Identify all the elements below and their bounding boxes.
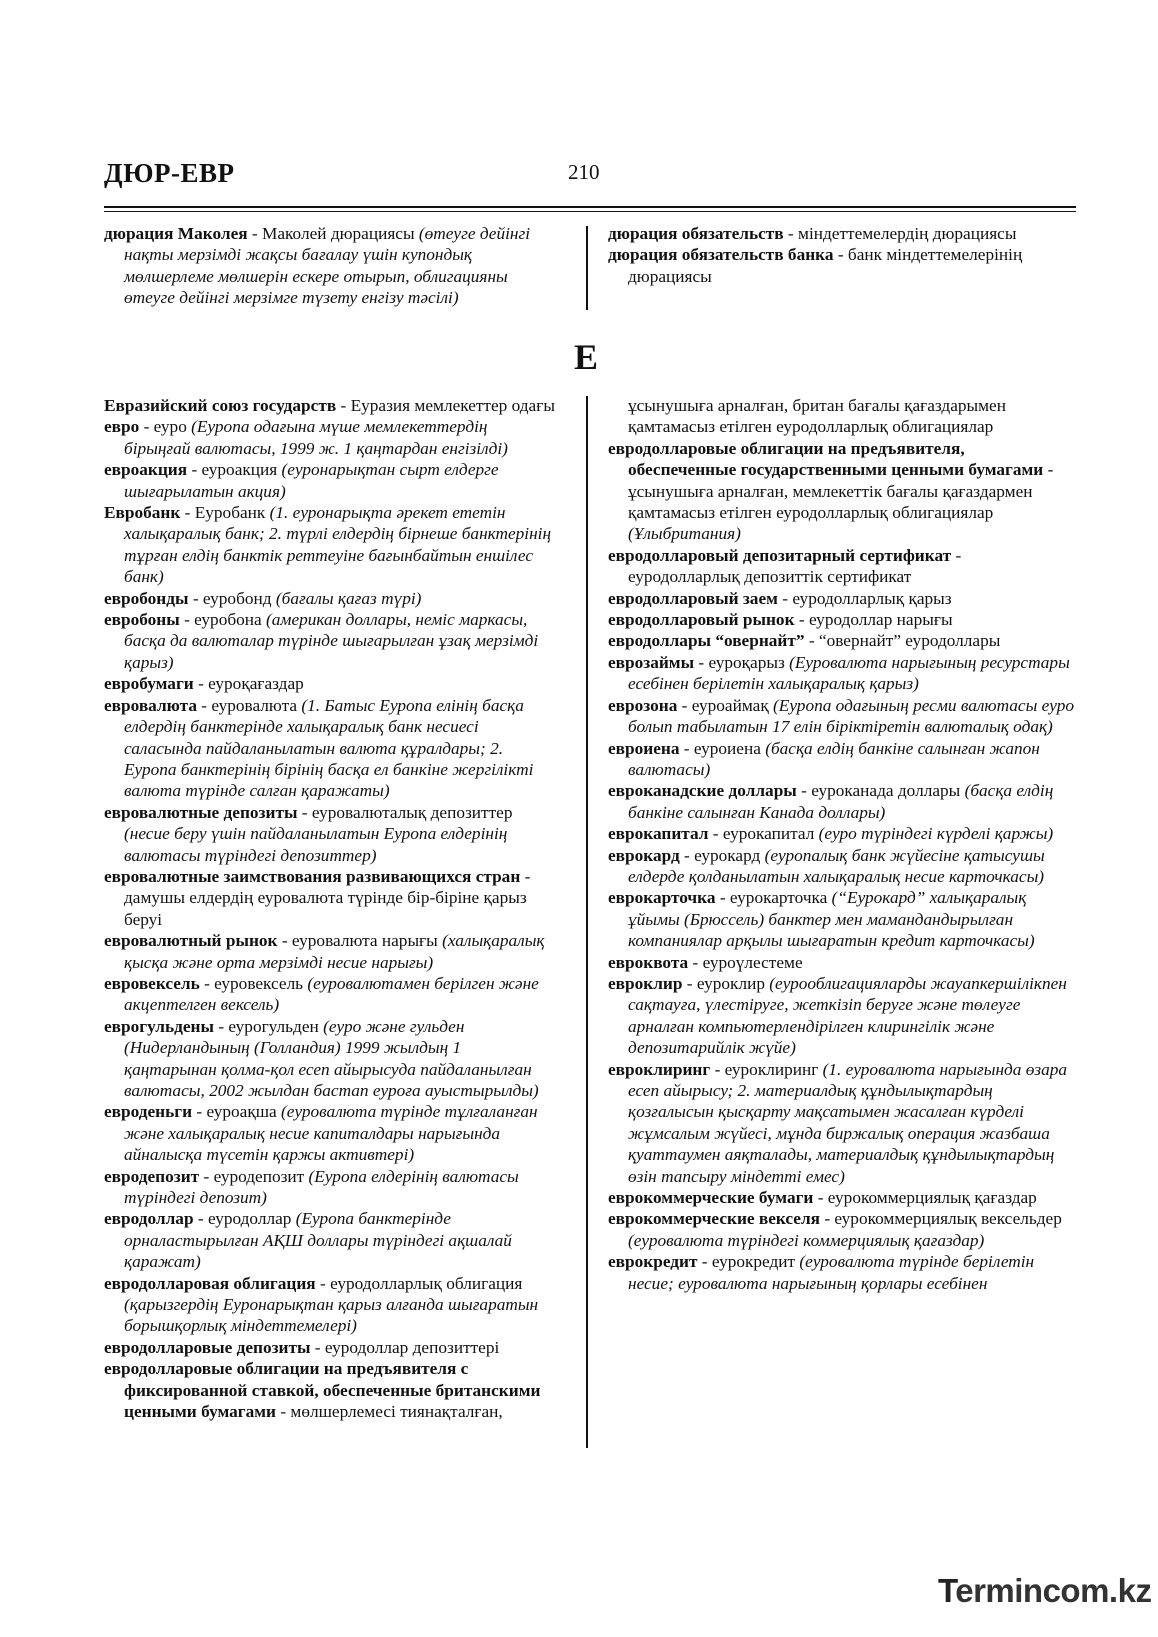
entry-note: (несие беру үшін пайдаланылатын Еуропа елдерінің валютасы түріндегі депозиттер) xyxy=(124,824,508,865)
entry-separator: - xyxy=(794,610,809,630)
header-rule-thin xyxy=(104,211,1076,212)
entry-translation: Еуразия мемлекеттер одағы xyxy=(350,396,555,415)
entry-separator: - xyxy=(196,695,212,715)
entry-term: евродолларовая облигация xyxy=(104,1273,316,1293)
entry-term: евродоллары “овернайт” xyxy=(608,631,805,651)
dictionary-entry xyxy=(608,845,1076,888)
entry-translation: еуродоллар депозиттері xyxy=(324,1337,500,1357)
left-column xyxy=(104,395,556,1423)
entry-term: евровалюта xyxy=(104,695,197,715)
top-right-column xyxy=(608,223,1058,287)
entry-separator: - xyxy=(139,417,154,437)
dictionary-entry xyxy=(104,609,556,673)
dictionary-entry xyxy=(104,802,556,866)
dictionary-entry xyxy=(104,1358,556,1422)
dictionary-entry xyxy=(104,502,556,588)
dictionary-entry xyxy=(104,695,556,802)
entry-term: еврокоммерческие бумаги xyxy=(608,1188,814,1208)
entry-term: евродолларовые облигации на предъявителя с фиксированной ставкой, обеспеченные британскими ценными бумагами xyxy=(104,1359,541,1422)
entry-translation: еурокредит xyxy=(711,1252,800,1272)
entry-translation: еурокапитал xyxy=(722,824,819,844)
entry-separator: - xyxy=(710,1059,725,1079)
entry-term: евроклиринг xyxy=(608,1059,711,1079)
entry-translation: еуроклир xyxy=(696,973,770,993)
entry-translation: еуроиена xyxy=(693,738,766,758)
dictionary-entry xyxy=(608,395,1076,438)
entry-translation: еуровалюталық депозиттер xyxy=(311,802,513,822)
dictionary-entry xyxy=(608,695,1076,738)
dictionary-entry xyxy=(104,395,556,416)
entry-term: евродолларовые депозиты xyxy=(104,1337,311,1357)
entry-note: (1. еуронарықта әрекет ететін халықаралық банк; 2. түрлі елдердің бірнеше банктерінің тұрған елдің банктік реттеуіне бағынбайтын еншілес банк) xyxy=(124,503,552,587)
entry-term: Евразийский союз государств xyxy=(104,396,337,415)
entry-separator: - xyxy=(777,588,793,608)
entry-term: евробонды xyxy=(104,588,189,608)
entry-translation: еуробонд xyxy=(202,588,276,608)
logo-text: ermincom.kz xyxy=(955,1572,1152,1609)
entry-separator: - xyxy=(708,824,723,844)
dictionary-entry xyxy=(104,1337,556,1358)
entry-separator: - xyxy=(297,802,312,822)
dictionary-entry xyxy=(608,1187,1076,1208)
entry-note: (“Еурокард” халықаралық ұйымы (Брюссель) банктер мен мамандандырылған компаниялар арқылы шығаратын кредит карточкасы) xyxy=(628,888,1035,951)
entry-note: (қарызгердің Еуронарықтан қарыз алғанда шығаратын борышқорлық міндеттемелері) xyxy=(124,1295,539,1336)
entry-separator: - xyxy=(833,245,848,265)
entry-translation: еуроаймақ xyxy=(691,695,774,715)
dictionary-entry xyxy=(608,780,1076,823)
entry-separator: - xyxy=(247,224,262,243)
entry-translation: міндеттемелердің дюрациясы xyxy=(798,224,1017,243)
entry-translation: еуродолларлық депозиттік сертификат xyxy=(628,567,912,587)
dictionary-entry xyxy=(104,973,556,1016)
dictionary-entry xyxy=(608,1059,1076,1187)
entry-translation: еуроақша xyxy=(206,1102,282,1122)
entry-separator: - xyxy=(199,1166,214,1186)
entry-term: евробоны xyxy=(104,610,180,630)
entry-term: евро xyxy=(104,417,140,437)
entry-separator: - xyxy=(310,1337,325,1357)
entry-separator: - xyxy=(188,588,203,608)
entry-separator: - xyxy=(679,845,695,865)
entry-translation: ұсынушыға арналған, британ бағалы қағаздарымен қамтамасыз етілген еуродолларлық облигациялар xyxy=(628,396,1006,437)
entry-term: дюрация обязательств банка xyxy=(608,245,834,265)
entry-term: евроакция xyxy=(104,460,188,480)
entry-separator: - xyxy=(1043,460,1054,480)
dictionary-entry xyxy=(608,244,1058,287)
entry-term: евробумаги xyxy=(104,674,194,694)
entry-separator: - xyxy=(783,224,799,243)
entry-note: (еуро және гульден (Нидерландының (Голландия) 1999 жылдың 1 қаңтарынан қолма-қол есеп айырысуда пайдаланылған валютасы, 2002 жылдан бастап еуроға ауыстырылды) xyxy=(124,1016,539,1100)
entry-note: (Ұлыбритания) xyxy=(628,524,741,544)
entry-translation: “овернайт” еуродоллары xyxy=(818,631,1001,651)
dictionary-entry xyxy=(608,630,1076,651)
page-number: 210 xyxy=(568,160,600,184)
right-column xyxy=(608,395,1076,1294)
entry-note: (американ доллары, неміс маркасы, басқа да валюталар түрінде шығарылған ұзақ мерзімді қарыз) xyxy=(124,610,539,672)
entry-separator: - xyxy=(520,866,531,886)
column-divider xyxy=(586,396,588,1448)
entry-note: (басқа елдің банкіне салынған Канада доллары) xyxy=(628,781,1054,822)
entry-translation: еуроканада доллары xyxy=(811,781,965,801)
entry-term: еврокапитал xyxy=(608,824,709,844)
top-left-column xyxy=(104,223,556,309)
entry-translation: Маколей дюрациясы xyxy=(262,224,419,243)
entry-term: евроклир xyxy=(608,973,683,993)
entry-translation: еуробона xyxy=(194,610,267,630)
entry-separator: - xyxy=(199,973,215,993)
dictionary-entry xyxy=(608,738,1076,781)
entry-note: (бағалы қағаз түрі) xyxy=(275,588,422,608)
entry-note: (басқа елдің банкіне салынған жапон валютасы) xyxy=(628,738,1040,779)
entry-note: (еуровалюта түрінде берілетін несие; еуровалюта нарығының қорлары есебінен xyxy=(628,1252,1035,1293)
entry-note: (еуровалюта түрінде тұлғаланған және халықаралық несие капиталдары нарығында айналысқа түсетін қаржы активтері) xyxy=(124,1102,538,1165)
entry-translation: еуроқағаздар xyxy=(208,674,304,694)
entry-separator: - xyxy=(804,631,819,651)
dictionary-entry xyxy=(608,609,1076,630)
entry-translation: еурокард xyxy=(694,845,765,865)
entry-translation: еуродоллар xyxy=(207,1209,296,1229)
entry-term: евровалютные депозиты xyxy=(104,802,298,822)
entry-term: евродолларовый заем xyxy=(608,588,778,608)
entry-term: евродепозит xyxy=(104,1166,200,1186)
dictionary-entry xyxy=(104,1208,556,1272)
entry-separator: - xyxy=(276,1402,291,1422)
dictionary-entry xyxy=(104,223,556,309)
logo-letter: T xyxy=(938,1572,956,1609)
dictionary-entry xyxy=(608,1251,1076,1294)
entry-term: Евробанк xyxy=(104,503,181,523)
entry-term: евровалютные заимствования развивающихся стран xyxy=(104,866,521,886)
dictionary-entry xyxy=(104,588,556,609)
entry-separator: - xyxy=(715,888,730,908)
header-rule xyxy=(104,206,1076,208)
entry-separator: - xyxy=(688,952,703,972)
dictionary-entry xyxy=(104,1273,556,1337)
entry-term: евровалютный рынок xyxy=(104,931,278,951)
column-divider xyxy=(586,226,588,310)
entry-translation: еурокоммерциялық вексельдер xyxy=(834,1209,1062,1229)
dictionary-entry xyxy=(608,545,1076,588)
entry-note: (еуровалюта түріндегі коммерциялық қағаздар) xyxy=(628,1230,985,1250)
dictionary-entry xyxy=(608,973,1076,1059)
entry-note: (Еуропа одағының ресми валютасы еуро болып табылатын 17 елін біріктіретін валюталық одақ) xyxy=(628,695,1075,737)
entry-note: (еурооблигацияларды жауапкершілікпен сақтауға, үлестіруге, жеткізіп беруге және төлеуге арналған компьютерлендірілген клирингілік және депозитарийлік жүйе) xyxy=(628,973,1067,1058)
dictionary-entry xyxy=(104,1166,556,1209)
entry-translation: еурокарточка xyxy=(729,888,832,908)
dictionary-entry xyxy=(104,459,556,502)
entry-translation: Еуробанк xyxy=(194,503,270,523)
termincom-logo xyxy=(938,1572,1151,1610)
dictionary-entry xyxy=(608,438,1076,545)
entry-note: (Еуропа елдерінің валютасы түріндегі депозит) xyxy=(124,1166,519,1208)
entry-note: (еуровалютамен берілген және акцептелген вексель) xyxy=(124,973,539,1015)
entry-separator: - xyxy=(214,1016,229,1036)
dictionary-entry xyxy=(608,887,1076,951)
dictionary-entry xyxy=(104,866,556,930)
entry-term: еврозона xyxy=(608,695,678,715)
entry-translation: дамушы елдердің еуровалюта түрінде бір-біріне қарыз беруі xyxy=(124,888,527,929)
entry-separator: - xyxy=(187,460,202,480)
entry-translation: банк міндеттемелерінің дюрациясы xyxy=(628,245,1023,286)
entry-separator: - xyxy=(813,1188,828,1208)
entry-separator: - xyxy=(682,973,697,993)
entry-translation: мөлшерлемесі тиянақталған, xyxy=(290,1402,503,1422)
entry-separator: - xyxy=(180,503,195,523)
entry-translation: еуродолларлық қарыз xyxy=(792,588,952,608)
entry-separator: - xyxy=(315,1273,331,1293)
dictionary-entry xyxy=(104,416,556,459)
entry-translation: еуровалюта xyxy=(211,695,302,715)
dictionary-entry xyxy=(608,652,1076,695)
entry-term: евроквота xyxy=(608,952,689,972)
entry-translation: еурокоммерциялық қағаздар xyxy=(827,1188,1037,1208)
entry-term: еврозаймы xyxy=(608,652,695,672)
entry-term: евроиена xyxy=(608,738,680,758)
entry-separator: - xyxy=(193,674,209,694)
entry-note: (Еуровалюта нарығының ресурстары есебінен берілетін халықаралық қарыз) xyxy=(628,652,1070,694)
entry-translation: еурогульден xyxy=(228,1016,324,1036)
entry-term: еврогульдены xyxy=(104,1016,215,1036)
entry-separator: - xyxy=(193,1209,208,1229)
entry-note: (1. Батыс Еуропа елінің басқа елдердің банктерінде халықаралық банк несиесі саласында пайдаланылатын валюта құралдары; 2. Еуропа банктерінің бірінің басқа ел банкіне жергілікті валюта түрінде салған қаражаты) xyxy=(124,695,534,801)
dictionary-entry xyxy=(104,1101,556,1165)
entry-translation: еуродоллар нарығы xyxy=(808,610,953,630)
entry-separator: - xyxy=(820,1209,835,1229)
entry-term: еврокард xyxy=(608,845,680,865)
entry-term: евровексель xyxy=(104,973,200,993)
entry-term: еврокредит xyxy=(608,1252,698,1272)
entry-note: (1. еуровалюта нарығында өзара есеп айырысу; 2. материалдық құндылықтардың қозғалысын қысқарту мақсатымен жасалған күрделі жұмсалым жүйесі, мұнда биржалық операция жазбаша қуаттаумен аяқталады, материалдық құндылықтардың өзін тапсыру міндетті емес) xyxy=(628,1059,1068,1186)
section-letter: Е xyxy=(574,337,599,377)
entry-separator: - xyxy=(951,545,962,565)
entry-separator: - xyxy=(179,610,195,630)
entry-term: еврокоммерческие векселя xyxy=(608,1209,821,1229)
entry-translation: еуродолларлық облигация xyxy=(330,1273,523,1293)
entry-term: евроканадские доллары xyxy=(608,781,797,801)
dictionary-entry xyxy=(104,1016,556,1102)
entry-note: (Еуропа банктерінде орналастырылған АҚШ доллары түріндегі ақшалай қаражат) xyxy=(124,1209,512,1272)
dictionary-entry xyxy=(104,930,556,973)
entry-translation: еуродепозит xyxy=(213,1166,309,1186)
dictionary-entry xyxy=(608,1208,1076,1251)
entry-note: (еуронарықтан сырт елдерге шығарылатын акция) xyxy=(124,460,499,501)
entry-term: евродолларовый депозитарный сертификат xyxy=(608,545,952,565)
entry-separator: - xyxy=(796,781,812,801)
entry-translation: еуро xyxy=(153,417,192,437)
entry-term: евродолларовые облигации на предъявителя, обеспеченные государственными ценными бумагами xyxy=(608,438,1044,480)
entry-term: евроденьги xyxy=(104,1102,193,1122)
entry-term: дюрация Маколея xyxy=(104,224,248,243)
entry-term: еврокарточка xyxy=(608,888,716,908)
entry-translation: еуроқарыз xyxy=(708,652,790,672)
dictionary-entry xyxy=(608,952,1076,973)
dictionary-entry xyxy=(608,223,1058,244)
entry-note: (еуро түріндегі күрделі қаржы) xyxy=(818,824,1054,844)
entry-separator: - xyxy=(679,738,694,758)
entry-separator: - xyxy=(277,931,292,951)
entry-translation: еуровалюта нарығы xyxy=(291,931,443,951)
entry-note: (еуропалық банк жүйесіне қатысушы елдерде қолданылатын халықаралық несие карточкасы) xyxy=(628,845,1045,886)
entry-separator: - xyxy=(694,652,709,672)
entry-term: евродоллар xyxy=(104,1209,194,1229)
running-head: ДЮР-ЕВР xyxy=(104,158,235,188)
entry-translation: еуроклиринг xyxy=(724,1059,823,1079)
entry-translation: еуровексель xyxy=(214,973,308,993)
entry-separator: - xyxy=(336,396,351,415)
entry-separator: - xyxy=(677,695,692,715)
entry-note: (Еуропа одағына мүше мемлекеттердің бірыңғай валютасы, 1999 ж. 1 қаңтардан енгізілді) xyxy=(124,417,508,458)
entry-term: евродолларовый рынок xyxy=(608,610,795,630)
entry-separator: - xyxy=(192,1102,207,1122)
entry-separator: - xyxy=(697,1252,712,1272)
dictionary-entry xyxy=(608,823,1076,844)
dictionary-entry xyxy=(104,673,556,694)
entry-translation: ұсынушыға арналған, мемлекеттік бағалы қағаздармен қамтамасыз етілген еуродолларлық облигациялар xyxy=(628,481,1033,523)
entry-translation: еуроакция xyxy=(201,460,282,480)
entry-note: (халықаралық қысқа және орта мерзімді несие нарығы) xyxy=(124,931,545,972)
dictionary-entry xyxy=(608,588,1076,609)
entry-translation: еуроүлестеме xyxy=(702,952,803,972)
entry-note: (өтеуге дейінгі нақты мерзімді жақсы бағалау үшін купондық мөлшерлеме мөлшерін ескере отырып, облигацияны өтеуге дейінгі мерзімге түзету енгізу тәсілі) xyxy=(124,224,531,308)
entry-term: дюрация обязательств xyxy=(608,224,784,243)
